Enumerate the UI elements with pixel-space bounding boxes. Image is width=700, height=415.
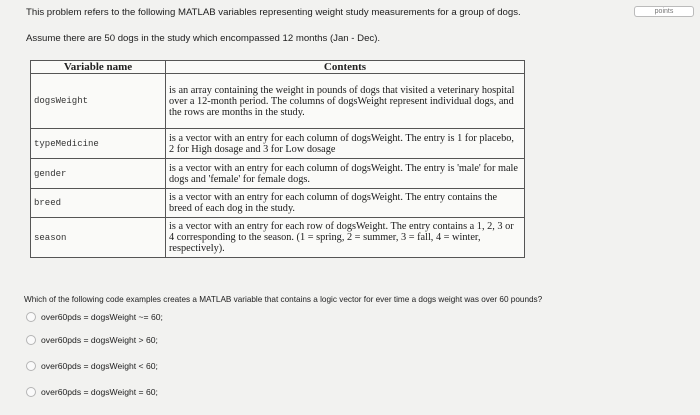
variable-name: typeMedicine — [31, 129, 166, 159]
variable-contents: is a vector with an entry for each column of dogsWeight. The entry contains the breed of each dog in the study. — [166, 189, 525, 218]
header-variable-name: Variable name — [31, 61, 166, 74]
table-row — [31, 129, 525, 159]
intro-text-line1: This problem refers to the following MATLAB variables representing weight study measurements for a group of dogs. — [26, 7, 521, 18]
header-contents: Contents — [166, 61, 525, 74]
answer-option-3[interactable] — [26, 359, 158, 373]
variable-name: season — [31, 218, 166, 258]
variable-contents: is a vector with an entry for each column of dogsWeight. The entry is 'male' for male dogs and 'female' for female dogs. — [166, 159, 525, 189]
radio-button[interactable] — [26, 335, 36, 345]
table-row — [31, 159, 525, 189]
option-label[interactable]: over60pds = dogsWeight = 60; — [41, 387, 158, 397]
answer-option-4[interactable] — [26, 385, 158, 399]
variable-name: breed — [31, 189, 166, 218]
intro-text-line2: Assume there are 50 dogs in the study which encompassed 12 months (Jan - Dec). — [26, 33, 381, 44]
question-text: Which of the following code examples creates a MATLAB variable that contains a logic vector for ever time a dogs weight was over 60 pounds? — [24, 295, 543, 304]
option-label[interactable]: over60pds = dogsWeight ~= 60; — [41, 312, 163, 322]
answer-option-2[interactable] — [26, 333, 158, 347]
variable-name: dogsWeight — [31, 74, 166, 129]
variable-contents: is a vector with an entry for each row of dogsWeight. The entry contains a 1, 2, 3 or 4 corresponding to the season. (1 = spring, 2 = summer, 3 = fall, 4 = winter, respectively). — [166, 218, 525, 258]
variables-table — [30, 60, 525, 258]
radio-button[interactable] — [26, 387, 36, 397]
table-row — [31, 189, 525, 218]
table-row — [31, 74, 525, 129]
table-header-row — [31, 61, 525, 74]
variable-name: gender — [31, 159, 166, 189]
answer-option-1[interactable] — [26, 310, 163, 324]
table-row — [31, 218, 525, 258]
option-label[interactable]: over60pds = dogsWeight < 60; — [41, 361, 158, 371]
radio-button[interactable] — [26, 312, 36, 322]
points-badge: points — [634, 6, 694, 17]
radio-button[interactable] — [26, 361, 36, 371]
variable-contents: is a vector with an entry for each column of dogsWeight. The entry is 1 for placebo, 2 for High dosage and 3 for Low dosage — [166, 129, 525, 159]
variable-contents: is an array containing the weight in pounds of dogs that visited a veterinary hospital over a 12-month period. The columns of dogsWeight represent individual dogs, and the rows are months in the study. — [166, 74, 525, 129]
option-label[interactable]: over60pds = dogsWeight > 60; — [41, 335, 158, 345]
